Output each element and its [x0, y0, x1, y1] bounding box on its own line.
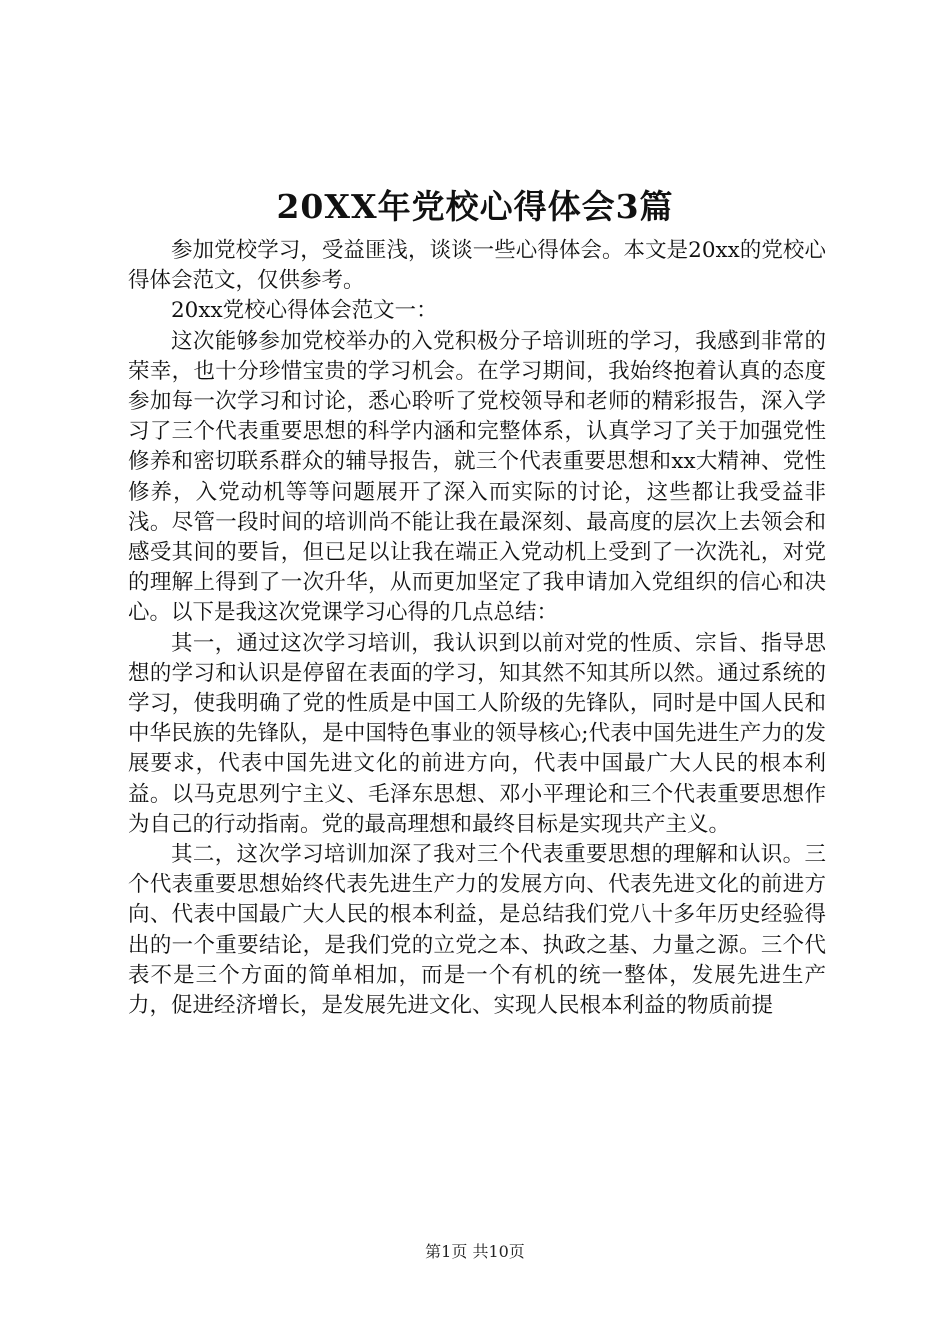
- document-body: [128, 236, 826, 1021]
- page-number-footer: 第1页 共10页: [425, 1242, 525, 1261]
- intro-paragraph: 参加党校学习，受益匪浅，谈谈一些心得体会。本文是20xx的党校心得体会范文，仅供参考。: [128, 238, 826, 294]
- body-paragraph: 其二，这次学习培训加深了我对三个代表重要思想的理解和认识。三个代表重要思想始终代表先进生产力的发展方向、代表先进文化的前进方向、代表中国最广大人民的根本利益，是总结我们党八十多年历史经验得出的一个重要结论，是我们党的立党之本、执政之基、力量之源。三个代表不是三个方面的简单相加，而是一个有机的统一整体，发展先进生产力，促进经济增长，是发展先进文化、实现人民根本利益的物质前提: [128, 842, 826, 1019]
- body-paragraph: 其一，通过这次学习培训，我认识到以前对党的性质、宗旨、指导思想的学习和认识是停留在表面的学习，知其然不知其所以然。通过系统的学习，使我明确了党的性质是中国工人阶级的先锋队，同时是中国人民和中华民族的先锋队，是中国特色事业的领导核心;代表中国先进生产力的发展要求，代表中国先进文化的前进方向，代表中国最广大人民的根本利益。以马克思列宁主义、毛泽东思想、邓小平理论和三个代表重要思想作为自己的行动指南。党的最高理想和最终目标是实现共产主义。: [128, 630, 826, 837]
- document-title: 20XX年党校心得体会3篇: [276, 187, 674, 226]
- section-heading: 20xx党校心得体会范文一：: [171, 298, 438, 324]
- body-paragraph: 这次能够参加党校举办的入党积极分子培训班的学习，我感到非常的荣幸，也十分珍惜宝贵的学习机会。在学习期间，我始终抱着认真的态度参加每一次学习和讨论，悉心聆听了党校领导和老师的精彩报告，深入学习了三个代表重要思想的科学内涵和完整体系，认真学习了关于加强党性修养和密切联系群众的辅导报告，就三个代表重要思想和xx大精神、党性修养，入党动机等等问题展开了深入而实际的讨论，这些都让我受益非浅。尽管一段时间的培训尚不能让我在最深刻、最高度的层次上去领会和感受其间的要旨，但已足以让我在端正入党动机上受到了一次洗礼，对党的理解上得到了一次升华，从而更加坚定了我申请加入党组织的信心和决心。以下是我这次党课学习心得的几点总结：: [128, 328, 826, 626]
